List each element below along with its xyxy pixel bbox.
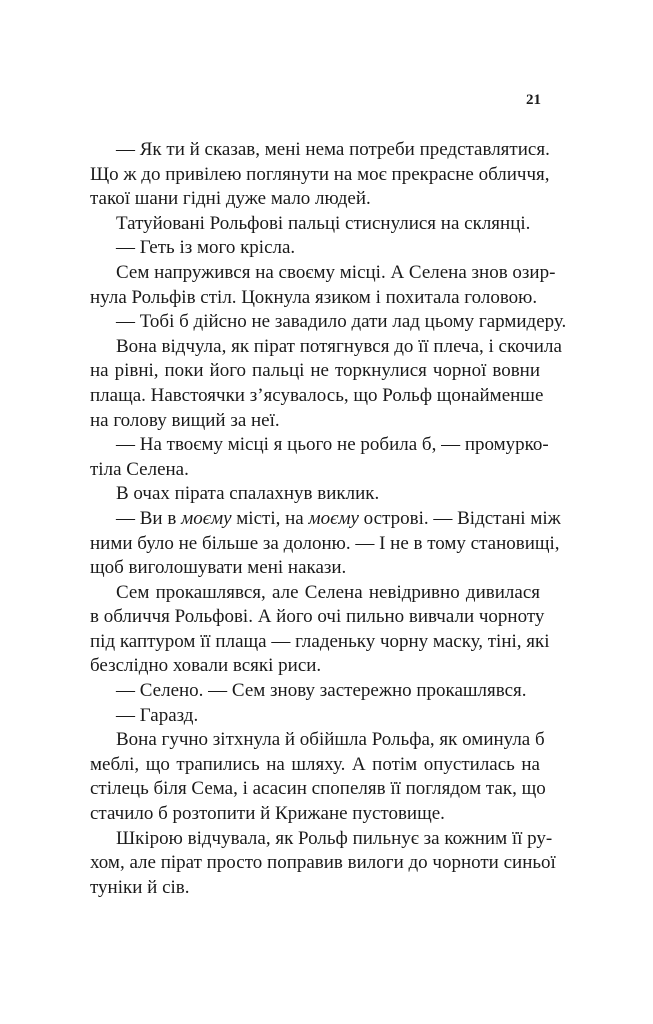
text-run: — На твоєму місці я цього не робила б, — промурко- xyxy=(116,434,549,456)
text-run: меблі, що трапились на шляху. А потім опустилась на xyxy=(90,753,540,775)
text-line xyxy=(90,359,540,384)
text-run: нула Рольфів стіл. Цокнула язиком і похитала головою. xyxy=(90,286,538,308)
text-run: ними було не більше за долоню. — І не в тому становищі, xyxy=(90,532,560,554)
text-run: стачило б розтопити й Крижане пустовище. xyxy=(90,803,445,825)
text-run: плаща. Навстоячки з’ясувалось, що Рольф щонайменше xyxy=(90,384,544,406)
text-line xyxy=(90,286,540,311)
text-line xyxy=(90,212,540,237)
text-line xyxy=(90,556,540,581)
text-line xyxy=(90,654,540,679)
text-line xyxy=(90,605,545,630)
text-run: — Геть із мого крісла. xyxy=(116,237,296,259)
text-line xyxy=(90,236,540,261)
text-run: тіла Селена. xyxy=(90,458,189,480)
text-run: в обличчя Рольфові. А його очі пильно вивчали чорноту xyxy=(90,606,545,628)
text-line xyxy=(90,827,553,852)
text-line xyxy=(90,335,562,360)
text-line xyxy=(90,507,561,532)
text-run: — Гаразд. xyxy=(116,704,199,726)
text-line xyxy=(90,753,540,778)
text-line xyxy=(90,187,540,212)
text-run: — Селено. — Сем знову застережно прокашлявся. xyxy=(116,680,527,702)
text-line xyxy=(90,876,540,901)
text-run: Вона гучно зітхнула й обійшла Рольфа, як оминула б xyxy=(116,729,545,751)
text-line xyxy=(90,138,550,163)
text-run: на голову вищий за неї. xyxy=(90,409,280,431)
emphasis-text: моєму xyxy=(181,507,232,529)
text-line xyxy=(90,532,560,557)
text-line xyxy=(90,630,550,655)
page-number: 21 xyxy=(526,92,541,108)
text-line xyxy=(90,581,540,606)
text-line xyxy=(90,163,550,188)
text-run: В очах пірата спалахнув виклик. xyxy=(116,483,380,505)
body-text xyxy=(90,138,567,900)
text-line xyxy=(90,482,540,507)
text-line xyxy=(90,704,540,729)
text-run: такої шани гідні дуже мало людей. xyxy=(90,188,371,210)
text-line xyxy=(90,310,567,335)
text-run: Що ж до привілею поглянути на моє прекрасне обличчя, xyxy=(90,163,550,185)
text-run: стілець біля Сема, і асасин спопеляв її поглядом так, що xyxy=(90,778,546,800)
text-line xyxy=(90,433,549,458)
text-run: острові. — Відстані між xyxy=(358,507,561,529)
text-line xyxy=(90,851,556,876)
text-run: під каптуром її плаща — гладеньку чорну маску, тіні, які xyxy=(90,630,550,652)
text-run: Сем напружився на своєму місці. А Селена знов озир- xyxy=(116,261,556,283)
text-run: безслідно ховали всякі риси. xyxy=(90,655,322,677)
text-run: — Тобі б дійсно не завадило дати лад цьому гармидеру. xyxy=(116,311,567,333)
text-run: — Як ти й сказав, мені нема потреби представлятися. xyxy=(116,139,550,160)
text-run: Сем прокашлявся, але Селена невідривно дивилася xyxy=(116,581,540,603)
text-run: на рівні, поки його пальці не торкнулися чорної вовни xyxy=(90,360,540,382)
text-run: туніки й сів. xyxy=(90,876,190,898)
text-line xyxy=(90,384,544,409)
text-line xyxy=(90,679,540,704)
text-line xyxy=(90,777,546,802)
text-run: — Ви в xyxy=(116,507,182,529)
text-run: Татуйовані Рольфові пальці стиснулися на склянці. xyxy=(116,212,531,234)
text-run: місті, на xyxy=(231,507,309,529)
text-line xyxy=(90,261,556,286)
text-run: Вона відчула, як пірат потягнувся до її плеча, і скочила xyxy=(116,335,562,357)
text-line xyxy=(90,802,540,827)
text-run: хом, але пірат просто поправив вилоги до чорноти синьої xyxy=(90,852,556,874)
text-line xyxy=(90,409,540,434)
text-run: щоб виголошувати мені накази. xyxy=(90,557,347,579)
emphasis-text: моєму xyxy=(308,507,359,529)
text-line xyxy=(90,458,540,483)
text-run: Шкірою відчувала, як Рольф пильнує за кожним її ру- xyxy=(116,827,553,849)
text-line xyxy=(90,728,545,753)
